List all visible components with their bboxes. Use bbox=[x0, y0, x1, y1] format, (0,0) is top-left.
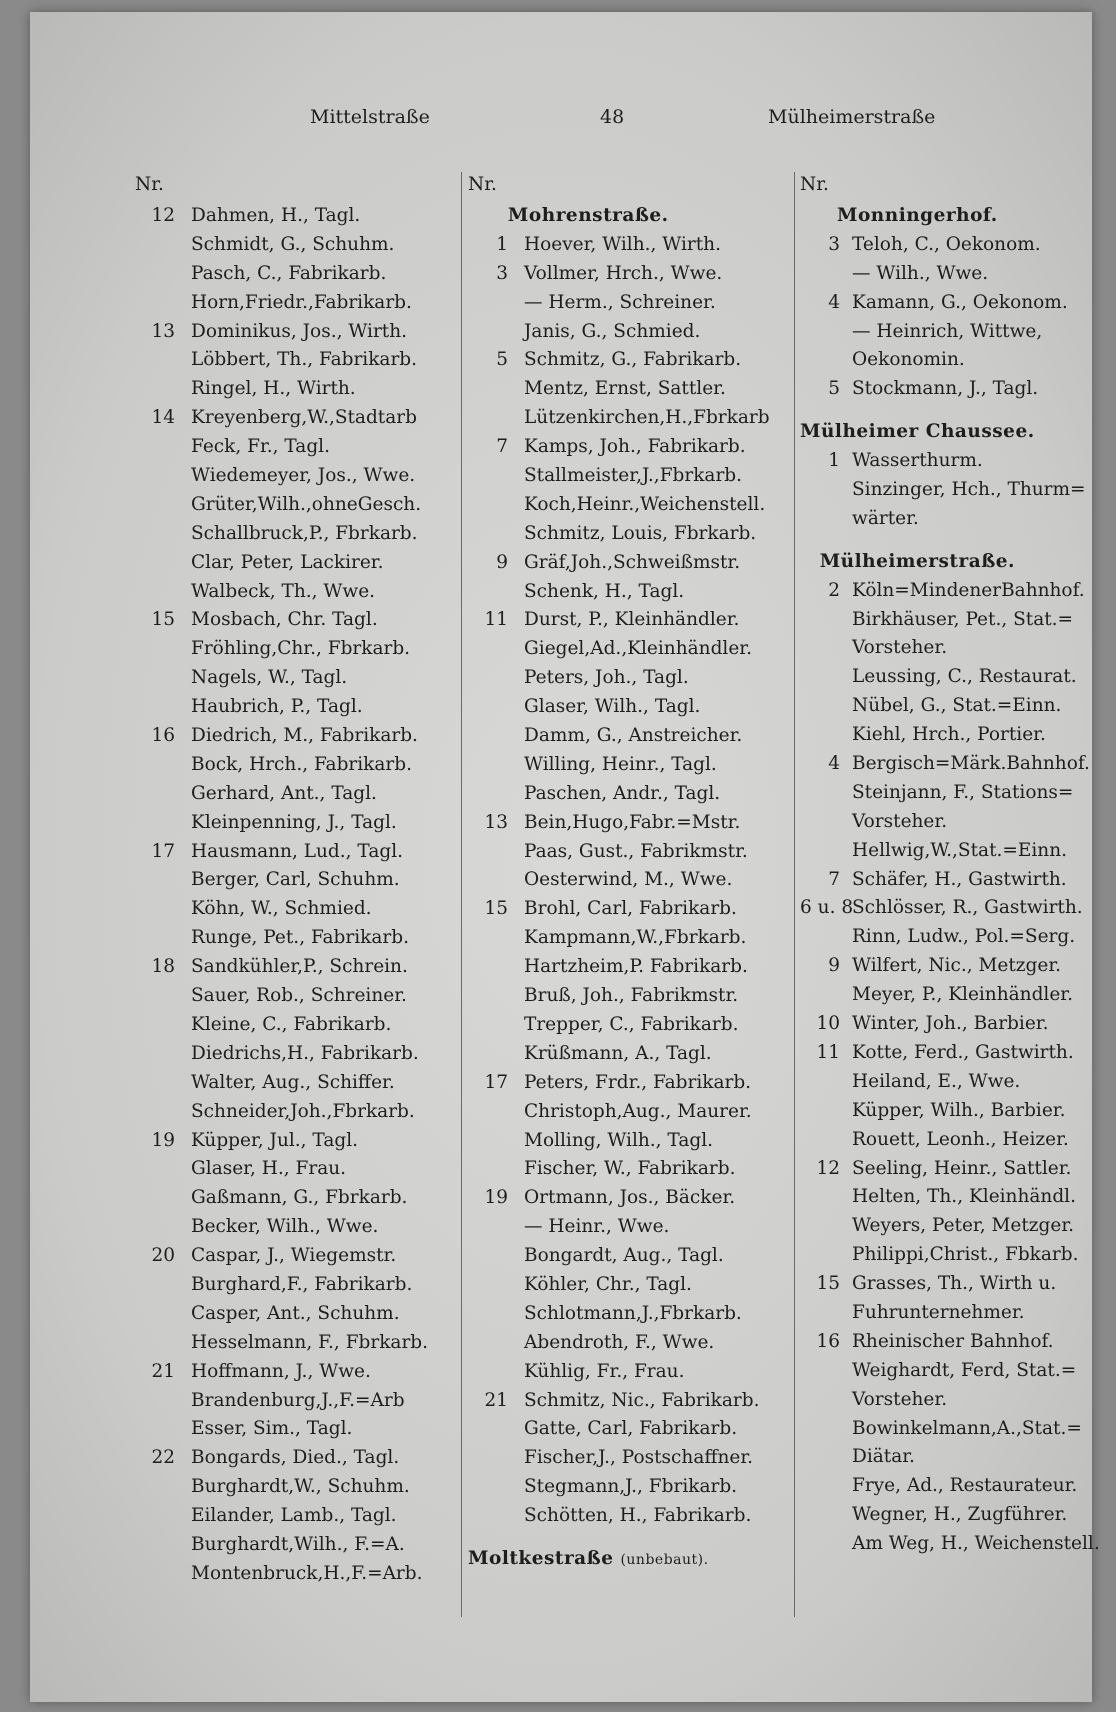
resident-text: Diätar. bbox=[852, 1446, 915, 1468]
resident-text: Schenk, H., Tagl. bbox=[524, 580, 685, 602]
resident-text: Hausmann, Lud., Tagl. bbox=[191, 840, 403, 862]
resident-text: Hesselmann, F., Fbrkarb. bbox=[191, 1331, 429, 1353]
resident-text: Bongardt, Aug., Tagl. bbox=[524, 1245, 724, 1267]
directory-entry bbox=[800, 1212, 1075, 1241]
resident-text: Burghardt,Wilh., F.=A. bbox=[191, 1533, 405, 1555]
house-number: 4 bbox=[828, 753, 840, 775]
house-number: 7 bbox=[496, 436, 508, 458]
column-entries bbox=[468, 202, 770, 1574]
resident-text: Meyer, P., Kleinhändler. bbox=[852, 984, 1073, 1006]
directory-entry bbox=[800, 1097, 1066, 1126]
directory-entry bbox=[468, 866, 733, 895]
resident-text: Schlösser, R., Gastwirth. bbox=[852, 897, 1083, 919]
resident-text: Damm, G., Anstreicher. bbox=[524, 725, 743, 747]
resident-text: Molling, Wilh., Tagl. bbox=[524, 1129, 714, 1151]
resident-text: Willing, Heinr., Tagl. bbox=[524, 753, 717, 775]
directory-entry bbox=[468, 1127, 714, 1156]
street-heading bbox=[800, 548, 1035, 577]
resident-text: Walter, Aug., Schiffer. bbox=[191, 1071, 395, 1093]
directory-entry bbox=[468, 1011, 739, 1040]
resident-text: Stallmeister,J.,Fbrkarb. bbox=[524, 465, 743, 487]
running-head bbox=[30, 106, 1092, 136]
resident-text: Weyers, Peter, Metzger. bbox=[852, 1215, 1075, 1237]
resident-text: Kamps, Joh., Fabrikarb. bbox=[524, 436, 746, 458]
house-number: 7 bbox=[828, 868, 840, 890]
directory-entry bbox=[468, 722, 743, 751]
directory-entry bbox=[468, 693, 709, 722]
resident-text: — Herm., Schreiner. bbox=[524, 291, 716, 313]
directory-entry bbox=[468, 433, 746, 462]
resident-text: Küpper, Wilh., Barbier. bbox=[852, 1099, 1066, 1121]
section-gap bbox=[800, 534, 1035, 548]
resident-text: Bock, Hrch., Fabrikarb. bbox=[191, 753, 412, 775]
resident-text: Lützenkirchen,H.,Fbrkarb bbox=[524, 407, 770, 429]
house-number: 12 bbox=[816, 1157, 840, 1179]
resident-text: Brandenburg,J.,F.=Arb bbox=[191, 1389, 405, 1411]
house-number: 22 bbox=[151, 1447, 175, 1469]
directory-entry bbox=[800, 289, 1068, 318]
resident-text: Glaser, H., Frau. bbox=[191, 1158, 347, 1180]
directory-entry bbox=[468, 982, 739, 1011]
house-number: 16 bbox=[151, 725, 175, 747]
resident-text: Gräf,Joh.,Schweißmstr. bbox=[524, 551, 741, 573]
resident-text: Stegmann,J., Fbrikarb. bbox=[524, 1476, 738, 1498]
directory-entry bbox=[468, 1040, 712, 1069]
resident-text: Köln=MindenerBahnhof. bbox=[852, 579, 1085, 601]
directory-entry bbox=[468, 1069, 752, 1098]
resident-text: Janis, G., Schmied. bbox=[524, 320, 701, 342]
directory-entry bbox=[800, 1155, 1072, 1184]
directory-entry bbox=[468, 462, 743, 491]
resident-text: Vorsteher. bbox=[852, 637, 948, 659]
directory-entry bbox=[468, 289, 716, 318]
directory-entry bbox=[800, 447, 1035, 476]
directory-entry bbox=[800, 1415, 1082, 1444]
resident-text: Burghardt,W., Schuhm. bbox=[191, 1476, 410, 1498]
directory-entry bbox=[468, 1271, 709, 1300]
resident-text: Gatte, Carl, Fabrikarb. bbox=[524, 1418, 738, 1440]
resident-text: Nübel, G., Stat.=Einn. bbox=[852, 695, 1062, 717]
directory-entry bbox=[800, 808, 1035, 837]
resident-text: Schmitz, Nic., Fabrikarb. bbox=[524, 1389, 760, 1411]
directory-entry bbox=[468, 1502, 752, 1531]
resident-text: Dominikus, Jos., Wirth. bbox=[191, 320, 408, 342]
house-number: 9 bbox=[828, 955, 840, 977]
directory-entry bbox=[800, 894, 1083, 923]
directory-entry bbox=[800, 634, 1035, 663]
street-heading-text: Mülheimerstraße. bbox=[819, 550, 1015, 572]
directory-entry bbox=[800, 476, 1086, 505]
resident-text: Paas, Gust., Fabrikmstr. bbox=[524, 840, 748, 862]
directory-entry bbox=[468, 404, 770, 433]
directory-entry bbox=[468, 1329, 715, 1358]
house-number: 13 bbox=[151, 320, 175, 342]
house-number: 15 bbox=[484, 898, 508, 920]
resident-text: Koch,Heinr.,Weichenstell. bbox=[524, 493, 766, 515]
house-number: 15 bbox=[151, 609, 175, 631]
resident-text: Köhler, Chr., Tagl. bbox=[524, 1273, 692, 1295]
resident-text: Küpper, Jul., Tagl. bbox=[191, 1129, 358, 1151]
directory-entry bbox=[800, 1472, 1078, 1501]
resident-text: Grasses, Th., Wirth u. bbox=[852, 1273, 1057, 1295]
directory-entry bbox=[468, 751, 717, 780]
nr-label: Nr. bbox=[135, 174, 164, 195]
house-number: 21 bbox=[151, 1360, 175, 1382]
house-number: 1 bbox=[828, 450, 840, 472]
house-number: 3 bbox=[496, 262, 508, 284]
resident-text: Haubrich, P., Tagl. bbox=[191, 696, 363, 718]
resident-text: Schmitz, G., Fabrikarb. bbox=[524, 349, 742, 371]
directory-entry bbox=[800, 721, 1046, 750]
resident-text: Glaser, Wilh., Tagl. bbox=[524, 696, 701, 718]
directory-entry bbox=[800, 346, 1035, 375]
directory-entry bbox=[800, 1270, 1057, 1299]
house-number: 17 bbox=[151, 840, 175, 862]
directory-entry bbox=[800, 577, 1085, 606]
resident-text: Vorsteher. bbox=[852, 810, 948, 832]
column-entries bbox=[800, 202, 1100, 1559]
directory-entry bbox=[800, 505, 1035, 534]
house-number: 4 bbox=[828, 291, 840, 313]
directory-entry bbox=[468, 578, 709, 607]
directory-entry bbox=[800, 750, 1090, 779]
section-gap bbox=[800, 404, 1035, 418]
directory-entry bbox=[800, 692, 1062, 721]
resident-text: Ringel, H., Wirth. bbox=[191, 378, 356, 400]
house-number: 6 u. 8 bbox=[800, 897, 854, 919]
house-number: 16 bbox=[816, 1330, 840, 1352]
resident-text: Casper, Ant., Schuhm. bbox=[191, 1302, 400, 1324]
resident-text: — Heinrich, Wittwe, bbox=[852, 320, 1043, 342]
resident-text: Sinzinger, Hch., Thurm= bbox=[852, 479, 1086, 501]
directory-entry bbox=[468, 635, 752, 664]
directory-entry bbox=[468, 1213, 709, 1242]
resident-text: Mentz, Ernst, Sattler. bbox=[524, 378, 726, 400]
resident-text: Esser, Sim., Tagl. bbox=[191, 1418, 353, 1440]
resident-text: Pasch, C., Fabrikarb. bbox=[191, 262, 387, 284]
directory-entry bbox=[800, 866, 1067, 895]
resident-text: Peters, Joh., Tagl. bbox=[524, 667, 689, 689]
resident-text: Kleinpenning, J., Tagl. bbox=[191, 811, 397, 833]
house-number: 5 bbox=[496, 349, 508, 371]
resident-text: Schötten, H., Fabrikarb. bbox=[524, 1505, 752, 1527]
resident-text: Schlotmann,J.,Fbrkarb. bbox=[524, 1302, 742, 1324]
resident-text: Vollmer, Hrch., Wwe. bbox=[524, 262, 723, 284]
running-head-left: Mittelstraße bbox=[310, 106, 430, 128]
resident-text: Bein,Hugo,Fabr.=Mstr. bbox=[524, 811, 741, 833]
directory-entry bbox=[800, 952, 1062, 981]
resident-text: Kreyenberg,W.,Stadtarb bbox=[191, 407, 417, 429]
resident-text: Paschen, Andr., Tagl. bbox=[524, 782, 721, 804]
resident-text: Leussing, C., Restaurat. bbox=[852, 666, 1077, 688]
house-number: 10 bbox=[816, 1013, 840, 1035]
directory-entry bbox=[800, 1126, 1069, 1155]
resident-text: Wasserthurm. bbox=[852, 450, 983, 472]
directory-entry bbox=[468, 1444, 754, 1473]
street-heading bbox=[800, 202, 1035, 231]
resident-text: Hoffmann, J., Wwe. bbox=[191, 1360, 371, 1382]
directory-entry bbox=[800, 663, 1077, 692]
resident-text: Kiehl, Hrch., Portier. bbox=[852, 724, 1046, 746]
house-number: 2 bbox=[828, 579, 840, 601]
directory-entry bbox=[800, 606, 1074, 635]
resident-text: Köhn, W., Schmied. bbox=[191, 898, 372, 920]
street-heading-note: (unbebaut). bbox=[620, 1551, 709, 1568]
house-number: 1 bbox=[496, 233, 508, 255]
street-heading bbox=[800, 418, 1035, 447]
resident-text: Burghard,F., Fabrikarb. bbox=[191, 1273, 413, 1295]
directory-entry bbox=[800, 1039, 1074, 1068]
resident-text: Diedrichs,H., Fabrikarb. bbox=[191, 1042, 419, 1064]
resident-text: Montenbruck,H.,F.=Arb. bbox=[191, 1562, 423, 1584]
directory-entry bbox=[468, 260, 723, 289]
resident-text: Stockmann, J., Tagl. bbox=[852, 378, 1039, 400]
resident-text: Eilander, Lamb., Tagl. bbox=[191, 1505, 397, 1527]
resident-text: Wilfert, Nic., Metzger. bbox=[852, 955, 1062, 977]
resident-text: Abendroth, F., Wwe. bbox=[524, 1331, 715, 1353]
house-number: 11 bbox=[816, 1041, 840, 1063]
house-number: 13 bbox=[484, 811, 508, 833]
resident-text: Vorsteher. bbox=[852, 1388, 948, 1410]
resident-text: Diedrich, M., Fabrikarb. bbox=[191, 725, 418, 747]
directory-entry bbox=[468, 375, 726, 404]
street-heading-text: Moltkestraße bbox=[468, 1547, 614, 1569]
directory-entry bbox=[800, 1357, 1077, 1386]
resident-text: Kleine, C., Fabrikarb. bbox=[191, 1013, 392, 1035]
directory-entry bbox=[468, 520, 757, 549]
resident-text: Schmitz, Louis, Fbrkarb. bbox=[524, 522, 757, 544]
resident-text: Clar, Peter, Lackirer. bbox=[191, 551, 384, 573]
resident-text: Rinn, Ludw., Pol.=Serg. bbox=[852, 926, 1076, 948]
resident-text: Walbeck, Th., Wwe. bbox=[191, 580, 376, 602]
section-gap bbox=[468, 1531, 709, 1545]
resident-text: Steinjann, F., Stations= bbox=[852, 781, 1074, 803]
directory-entry bbox=[468, 1155, 736, 1184]
resident-text: Brohl, Carl, Fabrikarb. bbox=[524, 898, 737, 920]
resident-text: Bergisch=Märk.Bahnhof. bbox=[852, 753, 1090, 775]
resident-text: Gaßmann, G., Fbrkarb. bbox=[191, 1187, 408, 1209]
resident-text: Schneider,Joh.,Fbrkarb. bbox=[191, 1100, 415, 1122]
directory-entry bbox=[468, 1184, 736, 1213]
column-divider bbox=[461, 172, 462, 1617]
directory-entry bbox=[800, 1530, 1100, 1559]
resident-text: Schallbruck,P., Fbrkarb. bbox=[191, 522, 418, 544]
resident-text: Becker, Wilh., Wwe. bbox=[191, 1216, 379, 1238]
directory-entry bbox=[800, 1299, 1035, 1328]
directory-entry bbox=[800, 1068, 1035, 1097]
house-number: 18 bbox=[151, 956, 175, 978]
resident-text: Bongards, Died., Tagl. bbox=[191, 1447, 400, 1469]
resident-text: Kampmann,W.,Fbrkarb. bbox=[524, 927, 747, 949]
resident-text: Christoph,Aug., Maurer. bbox=[524, 1100, 752, 1122]
resident-text: Fischer, W., Fabrikarb. bbox=[524, 1158, 736, 1180]
resident-text: Fuhrunternehmer. bbox=[852, 1301, 1025, 1323]
resident-text: Sandkühler,P., Schrein. bbox=[191, 956, 408, 978]
resident-text: Trepper, C., Fabrikarb. bbox=[524, 1013, 739, 1035]
resident-text: Grüter,Wilh.,ohneGesch. bbox=[191, 493, 422, 515]
resident-text: Birkhäuser, Pet., Stat.= bbox=[852, 608, 1074, 630]
directory-entry bbox=[468, 549, 741, 578]
resident-text: Peters, Frdr., Fabrikarb. bbox=[524, 1071, 752, 1093]
directory-entry bbox=[800, 231, 1041, 260]
street-heading-text: Mohrenstraße. bbox=[507, 205, 669, 226]
directory-entry bbox=[468, 838, 748, 867]
resident-text: Löbbert, Th., Fabrikarb. bbox=[191, 349, 418, 371]
street-heading bbox=[468, 202, 709, 231]
directory-entry bbox=[468, 1300, 742, 1329]
resident-text: Durst, P., Kleinhändler. bbox=[524, 609, 740, 631]
nr-label: Nr. bbox=[468, 174, 497, 195]
resident-text: Seeling, Heinr., Sattler. bbox=[852, 1157, 1072, 1179]
directory-entry bbox=[468, 1473, 738, 1502]
house-number: 14 bbox=[151, 407, 175, 429]
resident-text: Oekonomin. bbox=[852, 349, 965, 371]
resident-text: Fischer,J., Postschaffner. bbox=[524, 1447, 754, 1469]
resident-text: Dahmen, H., Tagl. bbox=[191, 205, 361, 226]
directory-entry bbox=[468, 895, 737, 924]
directory-entry bbox=[800, 318, 1043, 347]
resident-text: Teloh, C., Oekonom. bbox=[852, 233, 1041, 255]
resident-text: Giegel,Ad.,Kleinhändler. bbox=[524, 638, 752, 660]
resident-text: Kühlig, Fr., Frau. bbox=[524, 1360, 685, 1382]
resident-text: Horn,Friedr.,Fabrikarb. bbox=[191, 291, 412, 313]
directory-entry bbox=[468, 809, 741, 838]
directory-entry bbox=[800, 923, 1076, 952]
resident-text: — Wilh., Wwe. bbox=[852, 262, 989, 284]
resident-text: Am Weg, H., Weichenstell. bbox=[852, 1533, 1100, 1555]
house-number: 3 bbox=[828, 233, 840, 255]
column-divider bbox=[794, 172, 795, 1617]
resident-text: Runge, Pet., Fabrikarb. bbox=[191, 927, 409, 949]
directory-entry bbox=[800, 1443, 1035, 1472]
resident-text: Rheinischer Bahnhof. bbox=[852, 1330, 1054, 1352]
resident-text: Rouett, Leonh., Heizer. bbox=[852, 1128, 1069, 1150]
house-number: 5 bbox=[828, 378, 840, 400]
directory-entry bbox=[800, 1501, 1068, 1530]
directory-entry bbox=[468, 491, 766, 520]
resident-text: Feck, Fr., Tagl. bbox=[191, 436, 330, 458]
resident-text: Hellwig,W.,Stat.=Einn. bbox=[852, 839, 1068, 861]
resident-text: Ortmann, Jos., Bäcker. bbox=[524, 1187, 736, 1209]
directory-entry bbox=[468, 1242, 724, 1271]
house-number: 11 bbox=[484, 609, 508, 631]
street-heading-text: Mülheimer Chaussee. bbox=[800, 421, 1035, 443]
directory-entry bbox=[800, 837, 1068, 866]
directory-entry bbox=[468, 780, 721, 809]
directory-entry bbox=[468, 346, 742, 375]
directory-entry bbox=[468, 1387, 760, 1416]
street-heading-text: Monningerhof. bbox=[836, 205, 998, 226]
resident-text: Hoever, Wilh., Wirth. bbox=[524, 233, 721, 255]
resident-text: Kamann, G., Oekonom. bbox=[852, 291, 1068, 313]
resident-text: wärter. bbox=[852, 507, 919, 529]
resident-text: Weighardt, Ferd, Stat.= bbox=[852, 1359, 1077, 1381]
directory-entry bbox=[800, 1241, 1079, 1270]
house-number: 12 bbox=[151, 205, 175, 226]
nr-label: Nr. bbox=[800, 174, 829, 195]
directory-entry bbox=[800, 375, 1039, 404]
directory-entry bbox=[800, 260, 1035, 289]
resident-text: — Heinr., Wwe. bbox=[524, 1216, 670, 1238]
resident-text: Sauer, Rob., Schreiner. bbox=[191, 985, 407, 1007]
resident-text: Nagels, W., Tagl. bbox=[191, 667, 348, 689]
house-number: 21 bbox=[484, 1389, 508, 1411]
directory-entry bbox=[468, 953, 748, 982]
resident-text: Oesterwind, M., Wwe. bbox=[524, 869, 733, 891]
directory-entry bbox=[800, 1183, 1076, 1212]
resident-text: Kotte, Ferd., Gastwirth. bbox=[852, 1041, 1074, 1063]
directory-entry bbox=[800, 1386, 1035, 1415]
directory-entry bbox=[468, 664, 709, 693]
directory-entry bbox=[800, 1010, 1049, 1039]
page-number: 48 bbox=[600, 106, 625, 128]
resident-text: Bruß, Joh., Fabrikmstr. bbox=[524, 985, 739, 1007]
resident-text: Wegner, H., Zugführer. bbox=[852, 1504, 1068, 1526]
directory-entry bbox=[468, 318, 709, 347]
resident-text: Philippi,Christ., Fbkarb. bbox=[852, 1244, 1079, 1266]
house-number: 9 bbox=[496, 551, 508, 573]
directory-entry bbox=[468, 1358, 709, 1387]
resident-text: Helten, Th., Kleinhändl. bbox=[852, 1186, 1076, 1208]
directory-entry bbox=[800, 779, 1074, 808]
directory-entry bbox=[468, 606, 740, 635]
running-head-right: Mülheimerstraße bbox=[768, 106, 936, 128]
resident-text: Mosbach, Chr. Tagl. bbox=[191, 609, 378, 631]
resident-text: Winter, Joh., Barbier. bbox=[852, 1013, 1049, 1035]
directory-entry bbox=[468, 924, 747, 953]
resident-text: Schmidt, G., Schuhm. bbox=[191, 233, 395, 255]
directory-entry bbox=[800, 1328, 1054, 1357]
resident-text: Krüßmann, A., Tagl. bbox=[524, 1042, 712, 1064]
house-number: 20 bbox=[151, 1245, 175, 1267]
directory-entry bbox=[468, 231, 721, 260]
resident-text: Fröhling,Chr., Fbrkarb. bbox=[191, 638, 411, 660]
resident-text: Gerhard, Ant., Tagl. bbox=[191, 782, 377, 804]
house-number: 19 bbox=[484, 1187, 508, 1209]
resident-text: Schäfer, H., Gastwirth. bbox=[852, 868, 1067, 890]
resident-text: Frye, Ad., Restaurateur. bbox=[852, 1475, 1078, 1497]
resident-text: Hartzheim,P. Fabrikarb. bbox=[524, 956, 748, 978]
house-number: 17 bbox=[484, 1071, 508, 1093]
directory-entry bbox=[468, 1098, 752, 1127]
house-number: 19 bbox=[151, 1129, 175, 1151]
resident-text: Bowinkelmann,A.,Stat.= bbox=[852, 1417, 1082, 1439]
resident-text: Berger, Carl, Schuhm. bbox=[191, 869, 400, 891]
directory-entry bbox=[800, 981, 1073, 1010]
house-number: 15 bbox=[816, 1273, 840, 1295]
book-page bbox=[30, 12, 1100, 1702]
resident-text: Heiland, E., Wwe. bbox=[852, 1070, 1021, 1092]
directory-entry bbox=[468, 1415, 738, 1444]
resident-text: Wiedemeyer, Jos., Wwe. bbox=[191, 465, 416, 487]
resident-text: Caspar, J., Wiegemstr. bbox=[191, 1245, 397, 1267]
street-heading bbox=[468, 1545, 709, 1574]
